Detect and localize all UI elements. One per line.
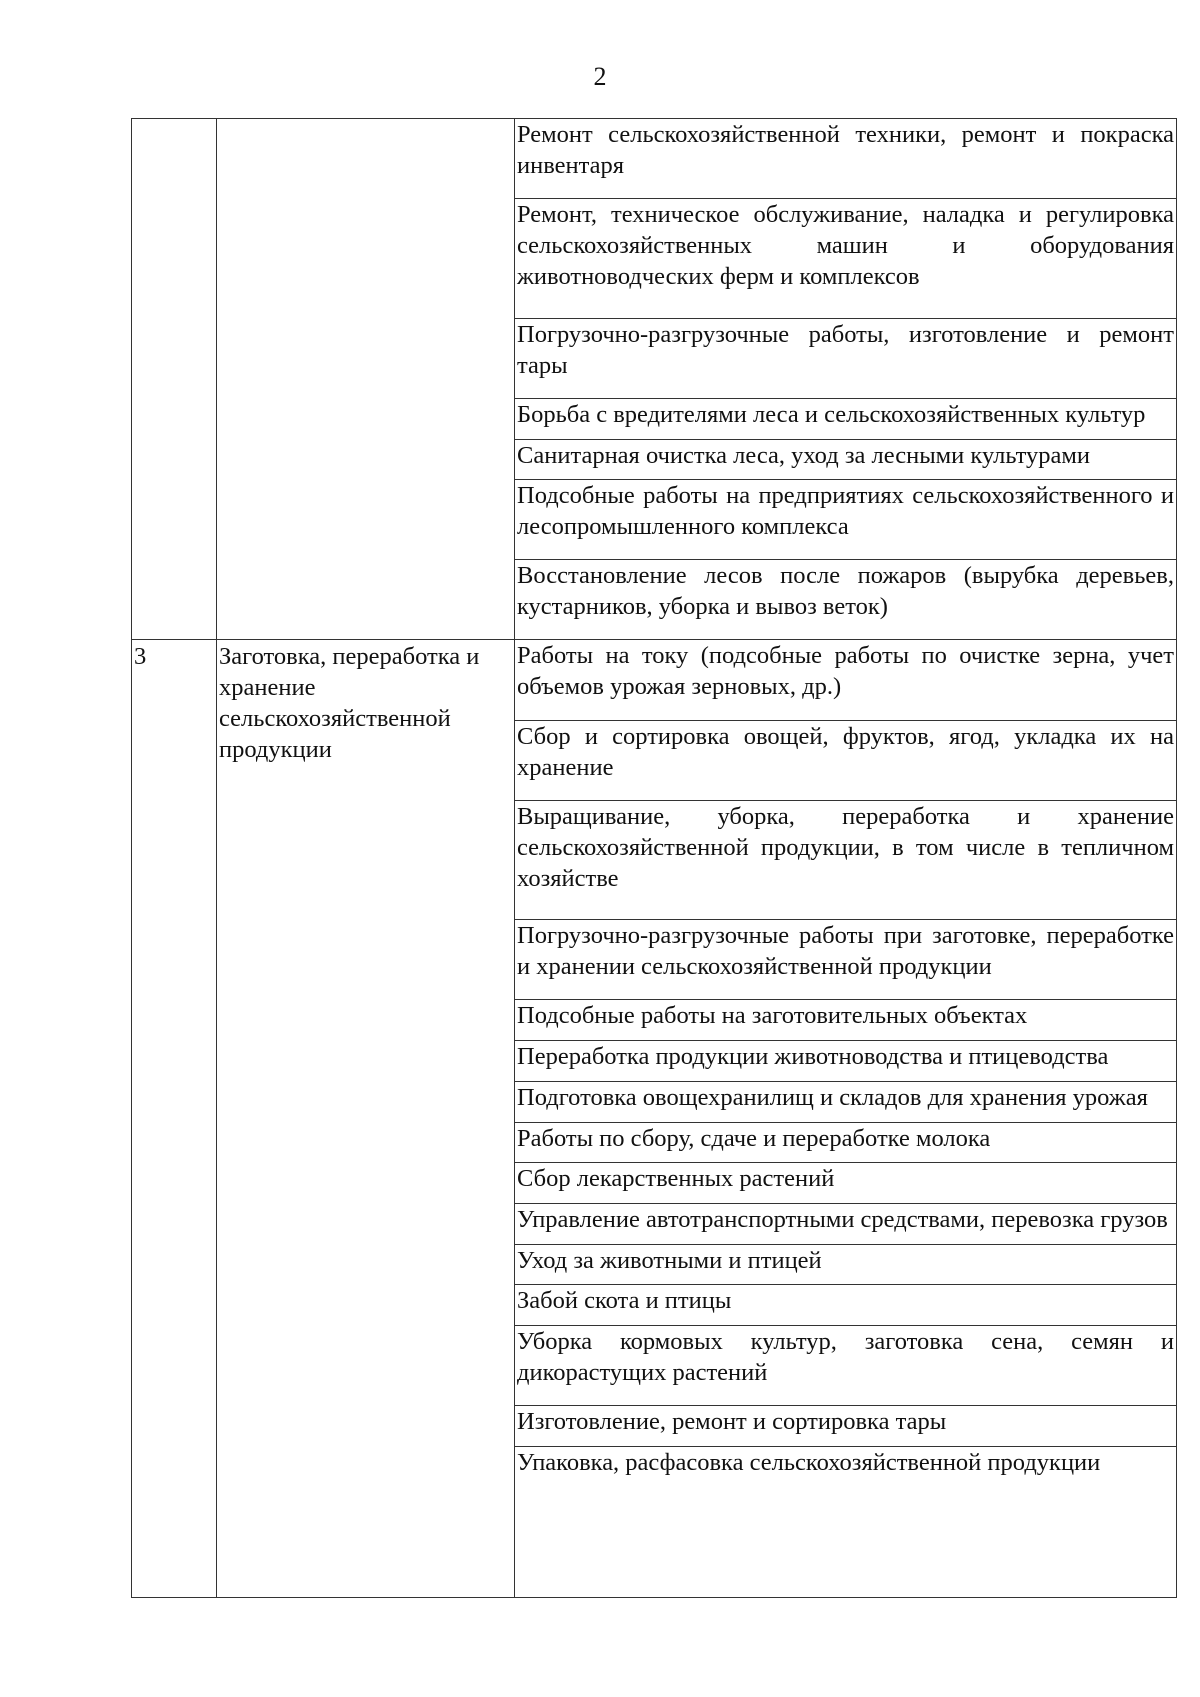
work-item: Упаковка, расфасовка сельскохозяйственной продукции: [515, 1447, 1177, 1598]
works-table: [131, 118, 1177, 1598]
section-title-cell: [217, 119, 515, 640]
work-item: Изготовление, ремонт и сортировка тары: [515, 1406, 1177, 1447]
work-item: Сбор лекарственных растений: [515, 1163, 1177, 1204]
work-item: Выращивание, уборка, переработка и хранение сельскохозяйственной продукции, в том числе в тепличном хозяйстве: [515, 800, 1177, 920]
work-item: Уборка кормовых культур, заготовка сена, семян и дикорастущих растений: [515, 1326, 1177, 1406]
work-item: Забой скота и птицы: [515, 1285, 1177, 1326]
work-item: Работы по сбору, сдаче и переработке молока: [515, 1122, 1177, 1163]
work-item: Погрузочно-разгрузочные работы, изготовление и ремонт тары: [515, 318, 1177, 398]
section-number-cell: [132, 119, 217, 640]
page-number: 2: [593, 62, 607, 91]
table-row: [132, 640, 1177, 720]
work-item: Санитарная очистка леса, уход за лесными культурами: [515, 439, 1177, 480]
work-item: Подсобные работы на предприятиях сельскохозяйственного и лесопромышленного комплекса: [515, 480, 1177, 560]
work-item: Ремонт сельскохозяйственной техники, ремонт и покраска инвентаря: [515, 119, 1177, 199]
work-item: Сбор и сортировка овощей, фруктов, ягод, укладка их на хранение: [515, 720, 1177, 800]
work-item: Погрузочно-разгрузочные работы при заготовке, переработке и хранении сельскохозяйственной продукции: [515, 920, 1177, 1000]
work-item: Уход за животными и птицей: [515, 1244, 1177, 1285]
section-title-cell: Заготовка, переработка и хранение сельскохозяйственной продукции: [217, 640, 515, 1598]
work-item: Переработка продукции животноводства и птицеводства: [515, 1041, 1177, 1082]
work-item: Подсобные работы на заготовительных объектах: [515, 1000, 1177, 1041]
work-item: Борьба с вредителями леса и сельскохозяйственных культур: [515, 398, 1177, 439]
work-item: Подготовка овощехранилищ и складов для хранения урожая: [515, 1081, 1177, 1122]
work-item: Восстановление лесов после пожаров (вырубка деревьев, кустарников, уборка и вывоз веток): [515, 560, 1177, 640]
work-item: Ремонт, техническое обслуживание, наладка и регулировка сельскохозяйственных машин и оборудования животноводческих ферм и комплексов: [515, 199, 1177, 319]
table-row: [132, 119, 1177, 199]
work-item: Управление автотранспортными средствами, перевозка грузов: [515, 1203, 1177, 1244]
section-number-cell: 3: [132, 640, 217, 1598]
work-item: Работы на току (подсобные работы по очистке зерна, учет объемов урожая зерновых, др.): [515, 640, 1177, 720]
